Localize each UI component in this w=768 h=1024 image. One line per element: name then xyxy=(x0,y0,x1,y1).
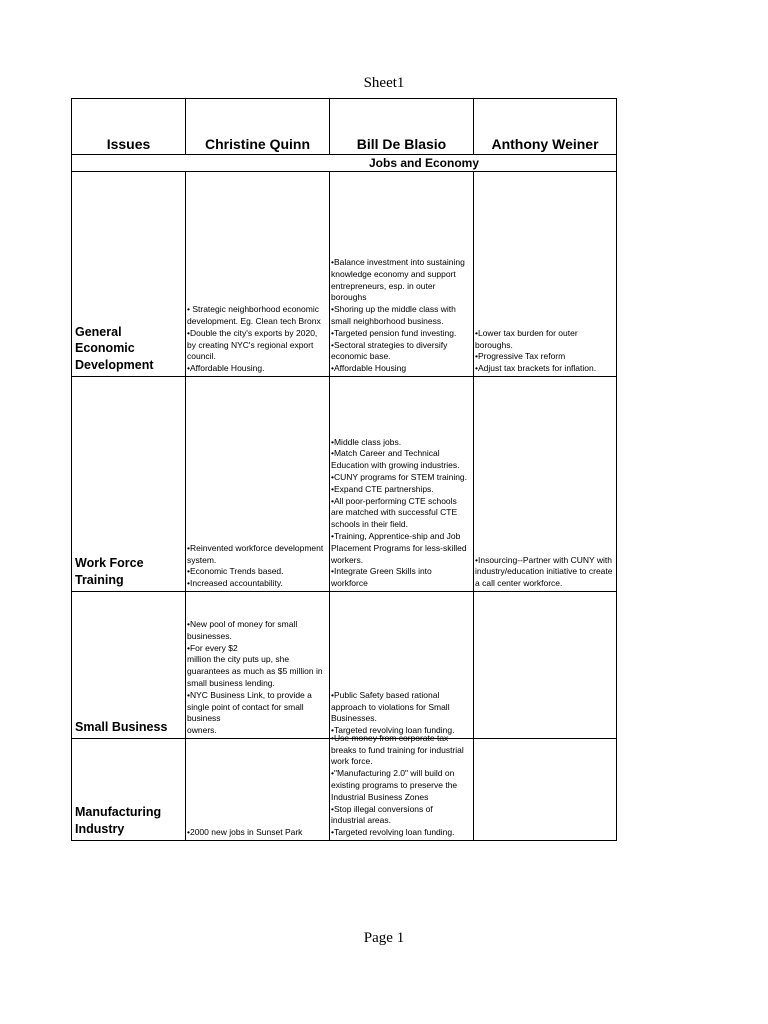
cell-line: entrepreneurs, esp. in outer xyxy=(331,280,436,291)
cell-line: existing programs to preserve the xyxy=(331,780,458,791)
cell-line: approach to violations for Small xyxy=(331,701,450,712)
cell-line: •Stop illegal conversions of xyxy=(331,803,433,814)
cell-line: •Targeted revolving loan funding. xyxy=(331,827,455,838)
cell-line: •Increased accountability. xyxy=(187,578,283,589)
cell-line: •Insourcing--Partner with CUNY with xyxy=(475,554,612,565)
issue-line: Work Force xyxy=(75,556,144,570)
cell-line: million the city puts up, she xyxy=(187,654,290,665)
cell-line: •CUNY programs for STEM training. xyxy=(331,472,468,483)
cell-line: business xyxy=(187,713,221,724)
cell-line: development. Eg. Clean tech Bronx xyxy=(187,316,321,327)
cell-line: work force. xyxy=(331,756,373,767)
cell-line: •Economic Trends based. xyxy=(187,566,284,577)
issue-small-business xyxy=(71,591,186,739)
sheet-title: Sheet1 xyxy=(363,75,405,91)
cell-line: boroughs xyxy=(331,292,367,303)
page-footer: Page 1 xyxy=(363,930,405,946)
issue-work-force-training xyxy=(71,376,186,592)
cell-line: •Targeted revolving loan funding. xyxy=(331,725,455,736)
cell-line: a call center workforce. xyxy=(475,578,563,589)
cell-line: •Middle class jobs. xyxy=(331,436,402,447)
cell-line: council. xyxy=(187,351,216,362)
cell-line: •Sectoral strategies to diversify xyxy=(331,339,448,350)
cell-line: schools in their field. xyxy=(331,519,409,530)
cell-line: industry/education initiative to create xyxy=(475,566,613,577)
header-anthony-weiner xyxy=(473,98,617,155)
cell-line: •Lower tax burden for outer xyxy=(475,327,578,338)
cell-line: •Match Career and Technical xyxy=(331,448,440,459)
issue-manufacturing-industry xyxy=(71,738,186,841)
cell-line: •Balance investment into sustaining xyxy=(331,257,465,268)
cell-line: by creating NYC's regional export xyxy=(187,339,314,350)
cell-line: •Reinvented workforce development xyxy=(187,542,324,553)
cell-line: Businesses. xyxy=(331,713,377,724)
cell-line: boroughs. xyxy=(475,339,513,350)
issue-line: General xyxy=(75,324,122,339)
header-issues xyxy=(71,98,186,155)
cell-line: Placement Programs for less-skilled xyxy=(331,542,467,553)
issue-line: Economic xyxy=(75,341,135,355)
cell-line: • Strategic neighborhood economic xyxy=(187,304,319,315)
issue-general-economic-development xyxy=(71,171,186,377)
section-title: Jobs and Economy xyxy=(368,156,480,170)
weiner-general-economic-development xyxy=(473,171,617,377)
quinn-small-business xyxy=(185,591,330,739)
header-issues-label: Issues xyxy=(106,136,151,152)
cell-line: Industrial Business Zones xyxy=(331,791,429,802)
quinn-general-economic-development xyxy=(185,171,330,377)
cell-line: single point of contact for small xyxy=(187,701,304,712)
cell-line: •New pool of money for small xyxy=(187,619,298,630)
cell-line: breaks to fund training for industrial xyxy=(331,744,464,755)
cell-line: small neighborhood business. xyxy=(331,316,444,327)
cell-line: •2000 new jobs in Sunset Park xyxy=(187,827,303,838)
cell-line: guarantees as much as $5 million in xyxy=(187,666,323,677)
cell-line: •Adjust tax brackets for inflation. xyxy=(475,363,597,374)
issue-line: Industry xyxy=(75,821,125,836)
issue-line: Small Business xyxy=(75,719,168,734)
cell-line: industrial areas. xyxy=(331,815,392,826)
cell-line: •Expand CTE partnerships. xyxy=(331,483,434,494)
weiner-small-business xyxy=(473,591,617,739)
cell-line: workforce xyxy=(331,578,368,589)
quinn-manufacturing-industry xyxy=(185,738,330,841)
deblasio-manufacturing-industry xyxy=(329,732,474,841)
cell-line: workers. xyxy=(331,554,364,565)
cell-line: •For every $2 xyxy=(187,642,238,653)
header-christine-quinn xyxy=(185,98,330,155)
cell-line: •Affordable Housing. xyxy=(187,363,265,374)
cell-line: are matched with successful CTE xyxy=(331,507,458,518)
header-anthony-weiner-label: Anthony Weiner xyxy=(491,136,599,152)
cell-line: •Integrate Green Skills into xyxy=(331,566,432,577)
cell-line: •Affordable Housing xyxy=(331,363,407,374)
cell-line: •Shoring up the middle class with xyxy=(331,304,456,315)
cell-line: knowledge economy and support xyxy=(331,268,456,279)
quinn-work-force-training xyxy=(185,376,330,592)
weiner-manufacturing-industry xyxy=(473,738,617,841)
cell-line: •"Manufacturing 2.0" will build on xyxy=(331,768,455,779)
header-bill-de-blasio-label: Bill De Blasio xyxy=(356,136,447,152)
cell-line: small business lending. xyxy=(187,678,275,689)
cell-line: •All poor-performing CTE schools xyxy=(331,495,457,506)
cell-line: •Training, Apprentice-ship and Job xyxy=(331,531,461,542)
cell-line: •Targeted pension fund investing. xyxy=(331,327,457,338)
issue-line: Development xyxy=(75,357,154,372)
cell-line: •Double the city's exports by 2020, xyxy=(187,327,318,338)
cell-line: system. xyxy=(187,554,217,565)
issue-line: Manufacturing xyxy=(75,805,162,819)
deblasio-small-business xyxy=(329,591,474,739)
deblasio-general-economic-development xyxy=(329,171,474,377)
cell-line: •NYC Business Link, to provide a xyxy=(187,689,312,700)
cell-line: •Public Safety based rational xyxy=(331,689,440,700)
cell-line: businesses. xyxy=(187,630,232,641)
cell-line: •Progressive Tax reform xyxy=(475,351,566,362)
cell-line: owners. xyxy=(187,725,217,736)
issue-line: Training xyxy=(75,572,124,587)
cell-line: economic base. xyxy=(331,351,391,362)
deblasio-work-force-training xyxy=(329,376,474,592)
cell-line: •Use money from corporate tax xyxy=(331,732,449,743)
header-christine-quinn-label: Christine Quinn xyxy=(205,136,310,152)
header-bill-de-blasio xyxy=(329,98,474,155)
weiner-work-force-training xyxy=(473,376,617,592)
cell-line: Education with growing industries. xyxy=(331,460,460,471)
section-row xyxy=(71,154,617,172)
